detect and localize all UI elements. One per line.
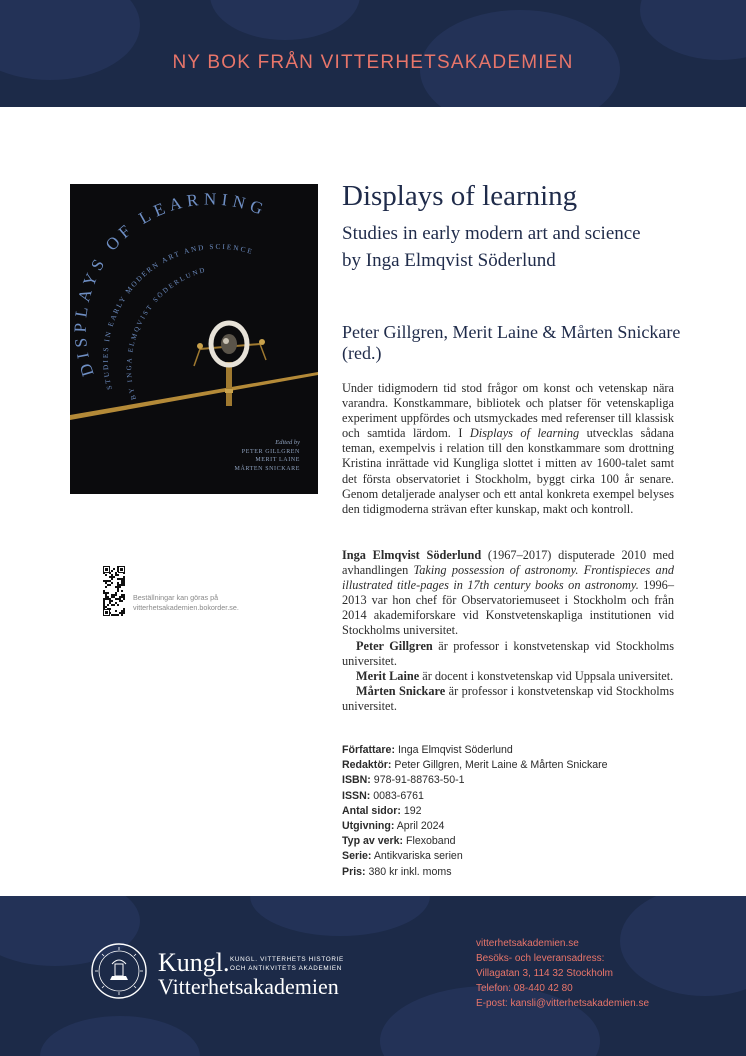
footer-pattern [250, 896, 430, 936]
thesis-title: Taking possession of astronomy. Frontispieces and illustrated title-pages in 17th century books on astronomy. [342, 563, 674, 593]
bio-text: (1967–2017) disputerade 2010 med avhandlingen [342, 548, 674, 578]
cover-editor-name: PETER GILLGREN [241, 448, 300, 455]
cover-arc-author: BY INGA ELMQVIST SÖDERLUND [126, 266, 208, 401]
qr-code-icon [103, 566, 125, 616]
header-pattern [640, 0, 746, 60]
description-text: utvecklas sådana teman, exempelvis i relation till den konstkammare som drottning Kristina inrättade vid Kungliga slottet i mitten av 1600-talet samt det första observatoriet i Stockholm, byggt cirka 100 år senare. Genom detaljerade analyser och ett antal konkreta exempel belyses den tidigmoderna strävan efter kunskap, makt och kontroll. [342, 426, 674, 516]
fact-row [342, 865, 674, 880]
fact-value: 978-91-88763-50-1 [373, 774, 465, 787]
book-facts [342, 743, 674, 880]
fact-row [342, 773, 674, 788]
address: Villagatan 3, 114 32 Stockholm [476, 968, 613, 980]
author-name: Inga Elmqvist Söderlund [342, 548, 482, 562]
book-description [342, 381, 674, 517]
cover-edited-by: Edited by [275, 439, 300, 446]
cover-arc-title: DISPLAYS OF LEARNING [70, 189, 271, 379]
editor-bio-gillgren [342, 639, 674, 669]
fact-row [342, 849, 674, 864]
order-link[interactable]: vitterhetsakademien.bokorder.se. [133, 603, 239, 612]
fact-row [342, 819, 674, 834]
book-byline: by Inga Elmqvist Söderlund [342, 250, 556, 271]
academy-name: Vitterhetsakademien [158, 974, 339, 999]
editor-name: Peter Gillgren [356, 638, 433, 653]
cover-editor-name: MÅRTEN SNICKARE [234, 465, 300, 472]
author-bio [342, 548, 674, 639]
contact-info [476, 936, 649, 1011]
fact-label: Redaktör: [342, 759, 392, 772]
order-note [133, 593, 303, 613]
editor-bio-laine [342, 669, 674, 684]
bio-text: 1996–2013 var hon chef för Observatoriemuseet i Stockholm och från 2014 akademiforskare vid Konstvetenskapliga institutionen vid Stockholms universitet. [342, 578, 674, 638]
fact-label: Antal sidor: [342, 804, 401, 817]
book-title: Displays of learning [342, 180, 578, 212]
cover-editors [235, 439, 300, 473]
book-cover-image [70, 184, 318, 494]
academy-full-name [230, 956, 344, 973]
qr-code[interactable] [103, 566, 125, 616]
bio-text: är docent i konstvetenskap vid Uppsala universitet. [419, 668, 674, 683]
order-note-line: Beställningar kan göras på [133, 593, 219, 602]
editor-name: Mårten Snickare [356, 683, 446, 698]
description-title-italic: Displays of learning [469, 426, 580, 441]
academy-full-name-line: KUNGL. VITTERHETS HISTORIE [230, 956, 344, 963]
fact-label: Pris: [342, 865, 366, 878]
bio-text: är professor i konstvetenskap vid Stockholms universitet. [342, 683, 674, 713]
book-subtitle-block [342, 220, 641, 274]
fact-row [342, 804, 674, 819]
fact-value: Peter Gillgren, Merit Laine & Mårten Snickare [394, 759, 608, 772]
header-title: NY BOK FRÅN VITTERHETSAKADEMIEN [172, 52, 574, 73]
description-text: Under tidigmodern tid stod frågor om konst och vetenskap nära varandra. Konstkammare, bibliotek och platser för vetenskapliga experiment uppfördes och utsmyckades med referenser till klassisk och samtida lärdom. I [342, 381, 674, 441]
academy-name-kungl: Kungl. [158, 948, 230, 977]
fact-value: 380 kr inkl. moms [368, 865, 452, 878]
fact-value: 192 [403, 804, 422, 817]
fact-label: Serie: [342, 850, 372, 863]
editor-bio-snickare [342, 684, 674, 714]
contributor-bios [342, 548, 674, 714]
fact-row [342, 789, 674, 804]
fact-row [342, 743, 674, 758]
fact-row [342, 758, 674, 773]
cover-arc-subtitle: STUDIES IN EARLY MODERN ART AND SCIENCE [101, 242, 255, 391]
fact-value: 0083-6761 [373, 789, 424, 802]
fact-value: Inga Elmqvist Söderlund [397, 744, 513, 756]
phone[interactable]: Telefon: 08-440 42 80 [476, 983, 573, 995]
fact-row [342, 834, 674, 849]
email-link[interactable]: E-post: kansli@vitterhetsakademien.se [476, 998, 650, 1010]
header-band [0, 0, 746, 107]
fact-label: ISBN: [342, 774, 371, 787]
fact-value: April 2024 [396, 820, 445, 833]
book-subtitle: Studies in early modern art and science [342, 223, 641, 244]
cover-editor-name: MERIT LAINE [255, 457, 300, 463]
book-editors: Peter Gillgren, Merit Laine & Mårten Snickare (red.) [342, 322, 681, 363]
fact-label: Typ av verk: [342, 835, 404, 848]
footer-band [0, 896, 746, 1056]
fact-value: Antikvariska serien [373, 850, 463, 863]
fact-label: Författare: [342, 744, 395, 756]
header-pattern [210, 0, 360, 40]
bio-text: är professor i konstvetenskap vid Stockholms universitet. [342, 638, 675, 668]
academy-full-name-line: OCH ANTIKVITETS AKADEMIEN [230, 964, 342, 972]
address-label: Besöks- och leveransadress: [476, 953, 605, 965]
academy-seal-icon [90, 942, 148, 1000]
website-link[interactable]: vitterhetsakademien.se [476, 938, 579, 949]
fact-value: Flexoband [406, 835, 456, 848]
footer-pattern [40, 1016, 200, 1056]
fact-label: Utgivning: [342, 820, 395, 833]
editor-name: Merit Laine [356, 668, 420, 683]
fact-label: ISSN: [342, 789, 371, 802]
